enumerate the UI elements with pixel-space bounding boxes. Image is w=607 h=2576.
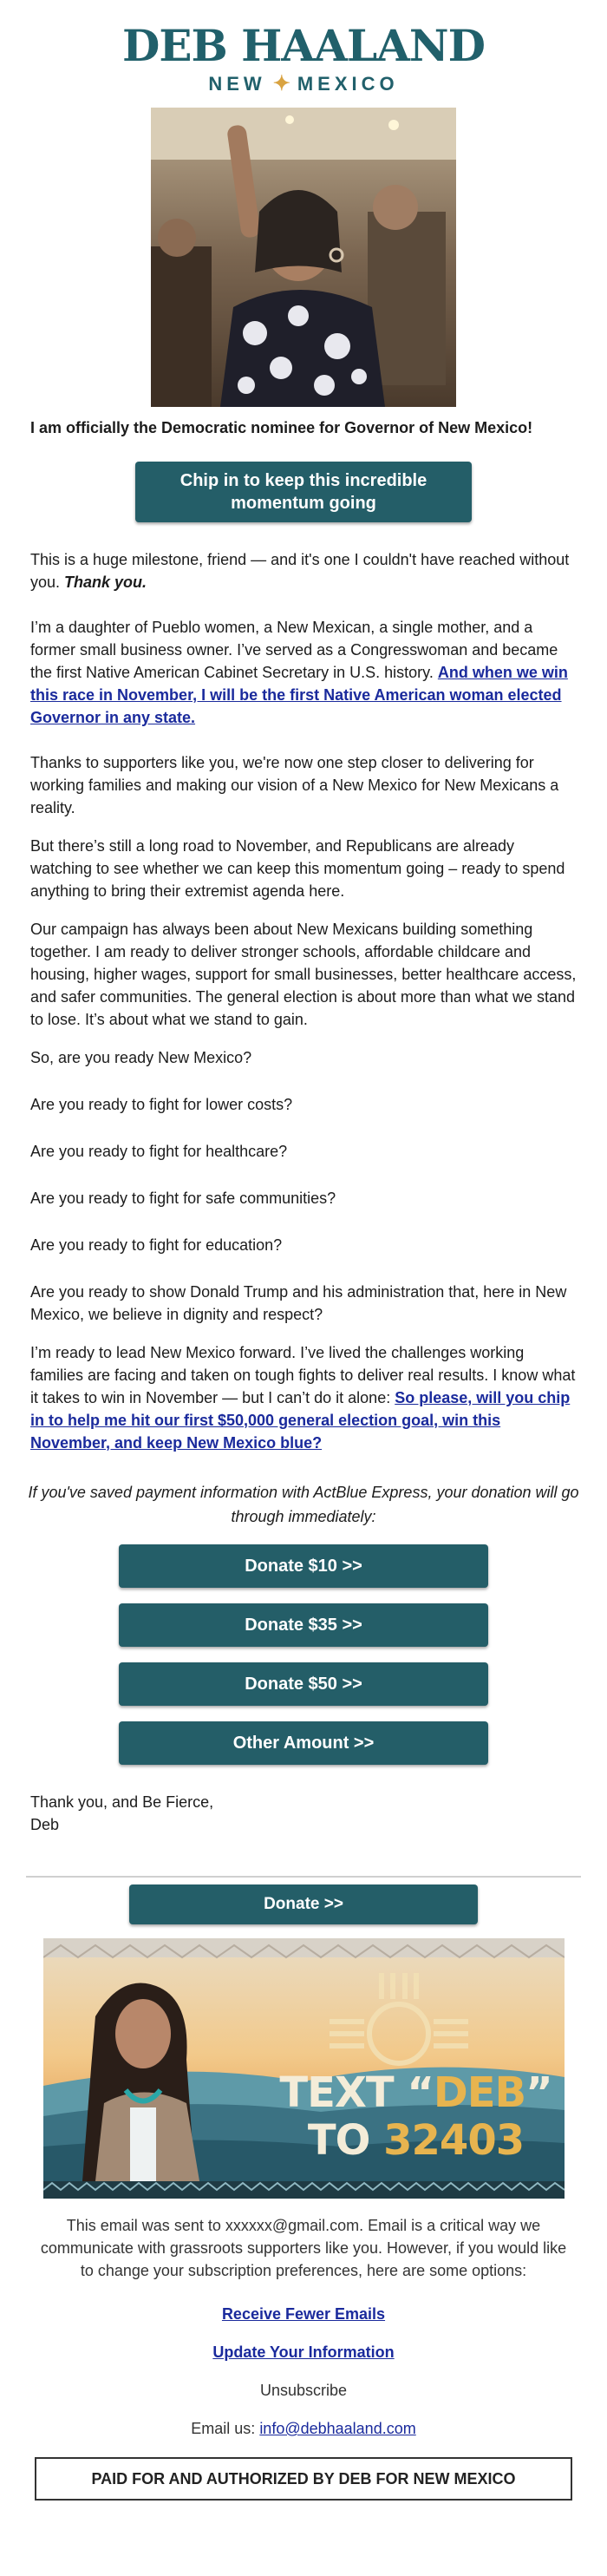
donate-buttons: [0, 1544, 607, 1765]
donate-50-button[interactable]: Donate $50 >>: [119, 1662, 488, 1706]
text-deb-line1a: TEXT “: [279, 2068, 434, 2117]
campaign-logo: [0, 0, 607, 95]
paragraph-bio-text: I’m a daughter of Pueblo women, a New Mexican, a single mother, and a former small business owner. I’ve served as a Congresswoman and became the first Native American Cabinet Secretary in U.S. history.: [30, 619, 558, 681]
headline: I am officially the Democratic nominee for Governor of New Mexico!: [30, 419, 533, 436]
footer-email-link[interactable]: info@debhaaland.com: [259, 2420, 416, 2437]
footer-email-label: Email us:: [191, 2420, 260, 2437]
donate-35-button[interactable]: Donate $35 >>: [119, 1603, 488, 1647]
logo-state: [0, 71, 607, 96]
paragraph-lead-text: I’m ready to lead New Mexico forward. I’ve lived the challenges working families are facing and taken on tough fights to deliver real results. I know what it takes to win in November — but I can’t do it alone:: [30, 1344, 576, 1406]
chip-in-button[interactable]: Chip in to keep this incredible momentum going: [135, 462, 472, 522]
donate-10-button[interactable]: Donate $10 >>: [119, 1544, 488, 1588]
paragraph-supporters: Thanks to supporters like you, we're now one step closer to delivering for working families and making our vision of a New Mexico for New Mexicans a reality.: [30, 754, 559, 816]
question-healthcare: Are you ready to fight for healthcare?: [30, 1143, 288, 1160]
paragraph-bio: [30, 616, 577, 729]
paragraph-campaign: Our campaign has always been about New Mexicans building something together. I am ready to deliver stronger schools, affordable childcare and housing, higher wages, support for small businesses, better healthcare access, and safer communities. The general election is about more than what we stand to lose. It’s about what we stand to gain.: [30, 921, 577, 1028]
signature: Deb: [30, 1816, 60, 1833]
footer-email: [35, 2417, 572, 2440]
paragraph-lead: [30, 1341, 577, 1454]
hero-photo: [151, 108, 456, 407]
zia-star-icon: ✦: [272, 72, 290, 95]
paragraph-long-road: But there’s still a long road to November, and Republicans are already watching to see whether we can keep this momentum going – ready to spend anything to bring their extremist agenda here.: [30, 837, 565, 900]
footer-notice: This email was sent to xxxxxx@gmail.com. Email is a critical way we communicate with grassroots supporters like you. However, if you would like to change your subscription preferences, here are some options:: [40, 2217, 567, 2279]
logo-state-left: NEW: [208, 72, 266, 95]
actblue-note: If you've saved payment information with ActBlue Express, your donation will go through immediately:: [28, 1484, 579, 1525]
update-information-link[interactable]: Update Your Information: [212, 2343, 395, 2361]
text-deb-line1c: ”: [525, 2068, 552, 2117]
paragraph-thanks-text: This is a huge milestone, friend — and it's one I couldn't have reached without you.: [30, 551, 570, 591]
paid-for-disclaimer: PAID FOR AND AUTHORIZED BY DEB FOR NEW MEXICO: [35, 2457, 572, 2501]
signoff: Thank you, and Be Fierce,: [30, 1793, 214, 1811]
text-deb-line2a: TO: [307, 2116, 384, 2165]
receive-fewer-emails-link[interactable]: Receive Fewer Emails: [221, 2305, 386, 2323]
other-amount-button[interactable]: Other Amount >>: [119, 1721, 488, 1765]
footer-donate-button[interactable]: Donate >>: [129, 1884, 478, 1924]
text-deb-line1: [277, 2068, 555, 2117]
footer-divider: [26, 1876, 581, 1878]
thank-you-emphasis: Thank you.: [64, 574, 147, 591]
paragraph-thanks: [30, 548, 577, 593]
question-education: Are you ready to fight for education?: [30, 1236, 283, 1254]
logo-name: DEB HAALAND: [122, 20, 485, 71]
text-deb-line2: [277, 2116, 555, 2165]
text-deb-keyword: DEB: [433, 2068, 526, 2117]
first-native-governor-link[interactable]: And when we win this race in November, I will be the first Native American woman elected Governor in any state.: [30, 664, 568, 726]
text-deb-shortcode: 32403: [383, 2116, 525, 2165]
chip-in-goal-link[interactable]: So please, will you chip in to help me hit our first $50,000 general election goal, win this November, and keep New Mexico blue?: [30, 1389, 571, 1452]
logo-state-right: MEXICO: [297, 72, 399, 95]
paragraph-trump: Are you ready to show Donald Trump and his administration that, here in New Mexico, we believe in dignity and respect?: [30, 1283, 567, 1323]
question-lower-costs: Are you ready to fight for lower costs?: [30, 1096, 293, 1113]
text-deb-banner[interactable]: [43, 1938, 565, 2199]
unsubscribe-link[interactable]: Unsubscribe: [259, 2382, 348, 2399]
question-ready: So, are you ready New Mexico?: [30, 1049, 252, 1066]
question-safe-communities: Are you ready to fight for safe communities?: [30, 1190, 336, 1207]
